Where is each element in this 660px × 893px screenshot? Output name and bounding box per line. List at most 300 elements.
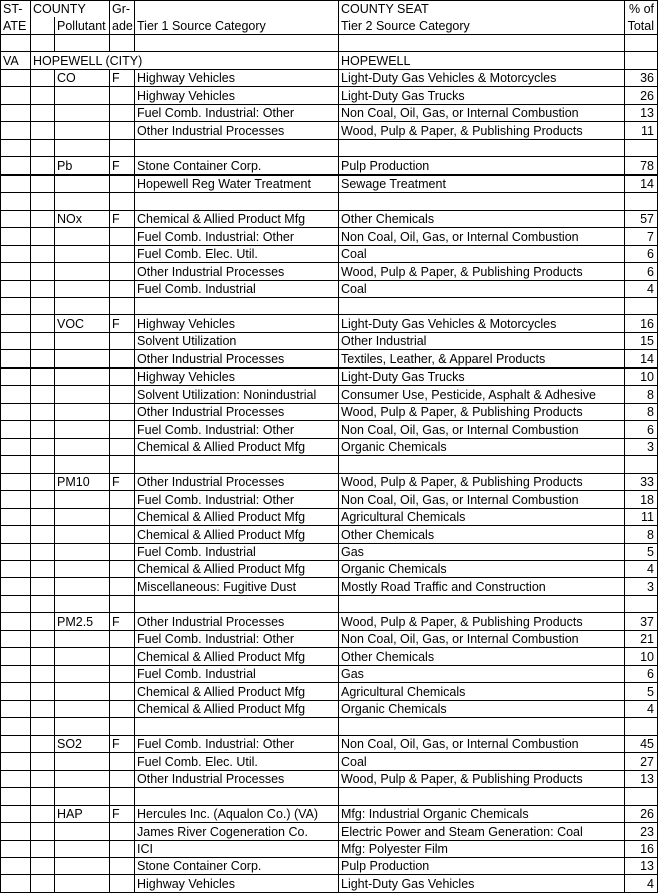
table-cell (31, 683, 55, 700)
table-cell (31, 508, 55, 525)
table-cell (55, 630, 110, 647)
spacer-row (1, 788, 658, 805)
percent-total: 8 (625, 403, 658, 420)
tier2-source: Coal (339, 245, 625, 262)
table-cell (55, 543, 110, 560)
percent-total: 15 (625, 332, 658, 349)
percent-total: 37 (625, 613, 658, 630)
table-cell (31, 332, 55, 349)
tier2-source: Mostly Road Traffic and Construction (339, 578, 625, 595)
tier2-source: Mfg: Polyester Film (339, 840, 625, 857)
table-cell (135, 34, 339, 51)
table-cell (55, 332, 110, 349)
pollutant: SO2 (55, 735, 110, 752)
data-row (1, 350, 658, 368)
tier1-source: Chemical & Allied Product Mfg (135, 210, 339, 227)
table-cell (31, 157, 55, 175)
table-cell (31, 368, 55, 386)
tier2-source: Agricultural Chemicals (339, 683, 625, 700)
table-cell (1, 228, 31, 245)
table-cell (110, 403, 135, 420)
header-row (1, 1, 658, 18)
table-cell (135, 788, 339, 805)
header-county-cont (31, 17, 55, 34)
table-cell (31, 104, 55, 121)
data-row (1, 368, 658, 386)
tier2-source: Coal (339, 753, 625, 770)
location-row (1, 52, 658, 69)
table-cell (31, 753, 55, 770)
data-row (1, 245, 658, 262)
table-cell (1, 805, 31, 822)
table-cell (625, 193, 658, 210)
tier2-source: Light-Duty Gas Vehicles & Motorcycles (339, 69, 625, 86)
tier1-source: Other Industrial Processes (135, 403, 339, 420)
table-cell (110, 578, 135, 595)
table-cell (1, 315, 31, 332)
data-row (1, 69, 658, 86)
table-cell (55, 122, 110, 139)
tier2-source: Non Coal, Oil, Gas, or Internal Combustion (339, 421, 625, 438)
table-cell (31, 456, 55, 473)
table-cell (339, 788, 625, 805)
table-cell (31, 34, 55, 51)
tier2-source: Other Industrial (339, 332, 625, 349)
table-cell (31, 297, 55, 314)
percent-total: 27 (625, 753, 658, 770)
table-cell (1, 788, 31, 805)
data-row (1, 578, 658, 595)
table-cell (55, 438, 110, 455)
data-row (1, 491, 658, 508)
percent-total: 10 (625, 368, 658, 386)
header-blank (135, 1, 339, 18)
table-cell (55, 491, 110, 508)
table-cell (625, 718, 658, 735)
header-tier1: Tier 1 Source Category (135, 17, 339, 34)
data-row (1, 857, 658, 874)
header-state: ST- (1, 1, 31, 18)
table-cell (110, 770, 135, 787)
data-row (1, 543, 658, 560)
table-cell (55, 456, 110, 473)
tier2-source: Organic Chemicals (339, 700, 625, 717)
table-cell (110, 857, 135, 874)
table-cell (55, 386, 110, 403)
table-cell (55, 104, 110, 121)
tier1-source: Hopewell Reg Water Treatment (135, 175, 339, 193)
table-cell (1, 193, 31, 210)
data-row (1, 561, 658, 578)
table-cell (31, 403, 55, 420)
table-cell (1, 104, 31, 121)
table-body (1, 1, 658, 893)
tier2-source: Textiles, Leather, & Apparel Products (339, 350, 625, 368)
percent-total: 3 (625, 438, 658, 455)
table-cell (110, 332, 135, 349)
grade: F (110, 69, 135, 86)
tier1-source: Fuel Comb. Industrial: Other (135, 421, 339, 438)
table-cell (135, 718, 339, 735)
table-cell (135, 297, 339, 314)
table-cell (1, 297, 31, 314)
table-cell (31, 875, 55, 892)
table-cell (339, 718, 625, 735)
tier1-source: Stone Container Corp. (135, 157, 339, 175)
percent-total: 8 (625, 526, 658, 543)
data-row (1, 753, 658, 770)
table-cell (1, 421, 31, 438)
tier1-source: Chemical & Allied Product Mfg (135, 438, 339, 455)
table-cell (110, 543, 135, 560)
table-cell (55, 245, 110, 262)
table-cell (1, 245, 31, 262)
header-county-seat: COUNTY SEAT (339, 1, 625, 18)
tier1-source: Other Industrial Processes (135, 263, 339, 280)
tier2-source: Other Chemicals (339, 526, 625, 543)
data-row (1, 840, 658, 857)
table-cell (110, 840, 135, 857)
table-cell (31, 648, 55, 665)
percent-total: 11 (625, 122, 658, 139)
table-cell (31, 595, 55, 612)
table-cell (1, 157, 31, 175)
tier1-source: Chemical & Allied Product Mfg (135, 700, 339, 717)
percent-total: 14 (625, 175, 658, 193)
tier1-source: Highway Vehicles (135, 87, 339, 104)
tier1-source: Fuel Comb. Industrial: Other (135, 491, 339, 508)
tier1-source: Solvent Utilization (135, 332, 339, 349)
data-row (1, 473, 658, 490)
data-row (1, 228, 658, 245)
state-code: VA (1, 52, 31, 69)
table-cell (110, 34, 135, 51)
data-row (1, 875, 658, 892)
percent-total: 78 (625, 157, 658, 175)
table-cell (31, 665, 55, 682)
tier1-source: Fuel Comb. Industrial: Other (135, 104, 339, 121)
percent-total: 26 (625, 87, 658, 104)
table-cell (1, 456, 31, 473)
data-row (1, 175, 658, 193)
data-row (1, 438, 658, 455)
tier2-source: Sewage Treatment (339, 175, 625, 193)
data-row (1, 263, 658, 280)
percent-total: 6 (625, 245, 658, 262)
percent-total: 4 (625, 561, 658, 578)
table-cell (135, 456, 339, 473)
tier1-source: Fuel Comb. Industrial (135, 280, 339, 297)
table-cell (55, 700, 110, 717)
tier2-source: Light-Duty Gas Trucks (339, 87, 625, 104)
header-row (1, 17, 658, 34)
table-cell (1, 491, 31, 508)
tier2-source: Agricultural Chemicals (339, 508, 625, 525)
table-cell (1, 561, 31, 578)
table-cell (1, 175, 31, 193)
table-cell (1, 578, 31, 595)
table-cell (110, 508, 135, 525)
data-row (1, 104, 658, 121)
table-cell (31, 561, 55, 578)
table-cell (1, 87, 31, 104)
percent-total: 5 (625, 683, 658, 700)
table-cell (31, 526, 55, 543)
table-cell (339, 297, 625, 314)
percent-total: 13 (625, 104, 658, 121)
table-cell (625, 139, 658, 156)
tier2-source: Light-Duty Gas Vehicles & Motorcycles (339, 315, 625, 332)
tier2-source: Wood, Pulp & Paper, & Publishing Products (339, 613, 625, 630)
percent-total: 13 (625, 770, 658, 787)
table-cell (31, 700, 55, 717)
table-cell (55, 403, 110, 420)
table-cell (110, 175, 135, 193)
table-cell (625, 34, 658, 51)
tier1-source: ICI (135, 840, 339, 857)
table-cell (625, 297, 658, 314)
data-row (1, 665, 658, 682)
tier1-source: Other Industrial Processes (135, 473, 339, 490)
spacer-row (1, 456, 658, 473)
data-row (1, 421, 658, 438)
tier2-source: Pulp Production (339, 857, 625, 874)
percent-total: 11 (625, 508, 658, 525)
data-row (1, 332, 658, 349)
table-cell (110, 683, 135, 700)
table-cell (31, 69, 55, 86)
header-grade: Gr- (110, 1, 135, 18)
table-cell (31, 386, 55, 403)
tier2-source: Wood, Pulp & Paper, & Publishing Products (339, 122, 625, 139)
pollutant: VOC (55, 315, 110, 332)
table-cell (55, 508, 110, 525)
table-cell (1, 526, 31, 543)
table-cell (55, 263, 110, 280)
percent-total: 13 (625, 857, 658, 874)
table-cell (110, 648, 135, 665)
percent-total: 33 (625, 473, 658, 490)
table-cell (1, 823, 31, 840)
table-cell (110, 421, 135, 438)
table-cell (55, 421, 110, 438)
table-cell (1, 263, 31, 280)
table-cell (110, 700, 135, 717)
table-cell (31, 421, 55, 438)
tier2-source: Gas (339, 665, 625, 682)
table-cell (1, 210, 31, 227)
table-cell (625, 52, 658, 69)
pollutant: HAP (55, 805, 110, 822)
table-cell (1, 770, 31, 787)
table-cell (55, 683, 110, 700)
table-cell (110, 438, 135, 455)
table-cell (625, 595, 658, 612)
table-cell (110, 386, 135, 403)
data-row (1, 87, 658, 104)
percent-total: 10 (625, 648, 658, 665)
data-row (1, 508, 658, 525)
percent-total: 45 (625, 735, 658, 752)
tier1-source: Fuel Comb. Industrial (135, 543, 339, 560)
table-cell (1, 613, 31, 630)
table-cell (110, 491, 135, 508)
table-cell (1, 473, 31, 490)
header-percent: % of (625, 1, 658, 18)
table-cell (55, 87, 110, 104)
table-cell (55, 228, 110, 245)
table-cell (31, 438, 55, 455)
table-cell (135, 193, 339, 210)
data-row (1, 683, 658, 700)
table-cell (31, 823, 55, 840)
table-cell (31, 87, 55, 104)
data-row (1, 613, 658, 630)
table-cell (55, 753, 110, 770)
tier2-source: Non Coal, Oil, Gas, or Internal Combustion (339, 491, 625, 508)
header-state-cont: ATE (1, 17, 31, 34)
table-cell (31, 263, 55, 280)
table-cell (1, 508, 31, 525)
table-cell (1, 700, 31, 717)
grade: F (110, 473, 135, 490)
tier1-source: Chemical & Allied Product Mfg (135, 683, 339, 700)
table-cell (110, 297, 135, 314)
table-cell (31, 228, 55, 245)
percent-total: 18 (625, 491, 658, 508)
table-cell (1, 69, 31, 86)
data-row (1, 648, 658, 665)
tier2-source: Pulp Production (339, 157, 625, 175)
tier1-source: Fuel Comb. Industrial: Other (135, 228, 339, 245)
table-cell (55, 840, 110, 857)
tier2-source: Light-Duty Gas Vehicles (339, 875, 625, 892)
table-cell (31, 175, 55, 193)
tier2-source: Wood, Pulp & Paper, & Publishing Products (339, 263, 625, 280)
pollutant: Pb (55, 157, 110, 175)
tier1-source: Fuel Comb. Elec. Util. (135, 753, 339, 770)
table-cell (1, 875, 31, 892)
table-cell (31, 613, 55, 630)
table-cell (55, 280, 110, 297)
percent-total: 21 (625, 630, 658, 647)
table-cell (110, 595, 135, 612)
percent-total: 6 (625, 665, 658, 682)
table-cell (31, 139, 55, 156)
data-row (1, 700, 658, 717)
tier1-source: Highway Vehicles (135, 315, 339, 332)
tier2-source: Non Coal, Oil, Gas, or Internal Combustion (339, 630, 625, 647)
table-cell (55, 175, 110, 193)
tier1-source: Highway Vehicles (135, 368, 339, 386)
table-cell (1, 595, 31, 612)
table-cell (1, 280, 31, 297)
table-cell (110, 87, 135, 104)
data-row (1, 805, 658, 822)
table-cell (31, 840, 55, 857)
table-cell (110, 665, 135, 682)
table-cell (31, 210, 55, 227)
pollutant: PM2.5 (55, 613, 110, 630)
table-cell (55, 139, 110, 156)
percent-total: 36 (625, 69, 658, 86)
table-cell (1, 630, 31, 647)
header-total: Total (625, 17, 658, 34)
table-cell (110, 561, 135, 578)
table-cell (1, 665, 31, 682)
table-cell (55, 350, 110, 368)
tier2-source: Organic Chemicals (339, 438, 625, 455)
table-cell (55, 368, 110, 386)
table-cell (31, 735, 55, 752)
data-row (1, 315, 658, 332)
table-cell (31, 193, 55, 210)
percent-total: 6 (625, 421, 658, 438)
percent-total: 16 (625, 840, 658, 857)
table-cell (339, 456, 625, 473)
percent-total: 6 (625, 263, 658, 280)
tier1-source: Other Industrial Processes (135, 613, 339, 630)
table-cell (1, 139, 31, 156)
tier1-source: Fuel Comb. Industrial (135, 665, 339, 682)
table-cell (55, 526, 110, 543)
table-cell (31, 491, 55, 508)
table-cell (1, 403, 31, 420)
table-cell (55, 193, 110, 210)
pollutant: NOx (55, 210, 110, 227)
header-pollutant: Pollutant (55, 17, 110, 34)
table-cell (55, 857, 110, 874)
table-cell (55, 770, 110, 787)
spacer-row (1, 139, 658, 156)
table-cell (1, 648, 31, 665)
data-row (1, 210, 658, 227)
table-cell (1, 438, 31, 455)
county-seat: HOPEWELL (339, 52, 625, 69)
pollutant: PM10 (55, 473, 110, 490)
tier2-source: Other Chemicals (339, 210, 625, 227)
tier1-source: Chemical & Allied Product Mfg (135, 526, 339, 543)
data-row (1, 280, 658, 297)
table-cell (1, 368, 31, 386)
table-cell (31, 788, 55, 805)
tier2-source: Consumer Use, Pesticide, Asphalt & Adhesive (339, 386, 625, 403)
table-cell (31, 473, 55, 490)
table-cell (135, 139, 339, 156)
tier1-source: Highway Vehicles (135, 875, 339, 892)
table-cell (110, 630, 135, 647)
percent-total: 8 (625, 386, 658, 403)
table-cell (1, 683, 31, 700)
table-cell (135, 595, 339, 612)
percent-total: 4 (625, 875, 658, 892)
grade: F (110, 735, 135, 752)
table-cell (110, 350, 135, 368)
percent-total: 4 (625, 280, 658, 297)
spacer-row (1, 34, 658, 51)
tier1-source: Solvent Utilization: Nonindustrial (135, 386, 339, 403)
spacer-row (1, 193, 658, 210)
table-cell (110, 526, 135, 543)
table-cell (110, 456, 135, 473)
table-cell (55, 297, 110, 314)
tier1-source: Highway Vehicles (135, 69, 339, 86)
table-cell (1, 332, 31, 349)
spacer-row (1, 718, 658, 735)
percent-total: 14 (625, 350, 658, 368)
table-cell (110, 753, 135, 770)
tier1-source: Miscellaneous: Fugitive Dust (135, 578, 339, 595)
